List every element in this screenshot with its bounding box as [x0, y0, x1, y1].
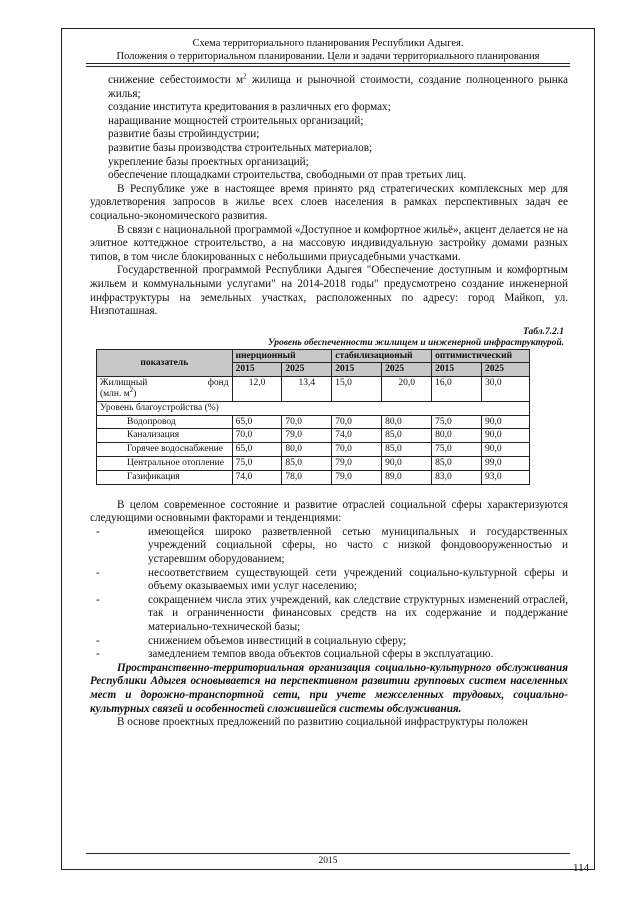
table-row: [97, 377, 530, 402]
table-title: Уровень обеспеченности жилищем и инженерной инфраструктурой.: [268, 337, 564, 348]
dash-marker: -: [96, 593, 100, 606]
header-rule-bottom: [86, 66, 570, 67]
dash-marker: -: [96, 566, 100, 579]
dash-marker: -: [96, 525, 100, 538]
table-cell: 90,0: [482, 443, 530, 457]
table-cell: 80,0: [382, 415, 432, 429]
table-header-scenario: оптимистический: [432, 349, 530, 363]
table-row-label: Жилищный фонд (млн. $м^2$): [97, 377, 233, 402]
dash-marker: -: [96, 648, 100, 661]
table-row: [97, 443, 530, 457]
document-body: [90, 74, 568, 730]
table-row-label: Водопровод: [97, 415, 233, 429]
table-row: [97, 429, 530, 443]
table-cell: 80,0: [432, 429, 482, 443]
table-header-indicator: показатель: [97, 349, 233, 377]
paragraph: В Республике уже в настоящее время принято ряд стратегических комплексных мер для удовлетворения запросов в жилье всех слоев населения в рамках перспективных задач ее социально-экономического развития.: [90, 182, 568, 222]
table-cell: 13,4: [282, 377, 332, 402]
table-cell: 12,0: [232, 377, 282, 402]
table-cell: 90,0: [382, 457, 432, 471]
table-cell: 74,0: [332, 429, 382, 443]
table-cell: 79,0: [282, 429, 332, 443]
header-subtitle: Положения о территориальном планировании. Цели и задачи территориального планирования: [116, 51, 540, 62]
table-cell: 70,0: [332, 443, 382, 457]
dash-list-item: - сокращением числа этих учреждений, как следствие структурных изменений отраслей, так и ограниченности финансовых средств на их содержание и поддержание материально-технической базы;: [90, 594, 568, 635]
housing-table: [96, 349, 530, 485]
dash-list-item: - снижением объемов инвестиций в социальную сферу;: [90, 635, 568, 649]
table-cell: 85,0: [382, 429, 432, 443]
table-row-label: Горячее водоснабжение: [97, 443, 233, 457]
table-row: [97, 470, 530, 484]
page-number: 114: [573, 862, 590, 874]
table-cell: 70,0: [332, 415, 382, 429]
table-row: [97, 415, 530, 429]
table-header-row: [97, 349, 530, 363]
table-cell: 90,0: [482, 415, 530, 429]
table-header-year: 2015: [332, 363, 382, 377]
table-cell: 79,0: [332, 457, 382, 471]
paragraph: В целом современное состояние и развитие отраслей социальной сферы характеризуются следующими основными факторами и тенденциями:: [90, 498, 568, 525]
table-cell: 75,0: [232, 457, 282, 471]
table-cell: 70,0: [282, 415, 332, 429]
paragraph: Государственной программой Республики Адыгея "Обеспечение доступным и комфортным жильем и коммунальными услугами" на 2014-2018 годы" предусмотрено создание инженерной инфраструктуры на земельных участках, расположенных по адресу: город Майкоп, ул. Низпоташная.: [90, 264, 568, 318]
list-item: снижение себестоимости $м^2$ жилища и рыночной стоимости, создание полноценного рынка жилья;: [108, 72, 568, 100]
table-cell: 89,0: [382, 470, 432, 484]
table-cell: 74,0: [232, 470, 282, 484]
table-cell: 75,0: [432, 443, 482, 457]
table-header-year: 2025: [282, 363, 332, 377]
table-cell: 70,0: [232, 429, 282, 443]
table-cell: 78,0: [282, 470, 332, 484]
table-row-label: Центральное отопление: [97, 457, 233, 471]
table-row-label: Канализация: [97, 429, 233, 443]
table-row-label: Газификация: [97, 470, 233, 484]
paragraph: В связи с национальной программой «Доступное и комфортное жильё», акцент делается не на элитное коттеджное строительство, а на массовую индивидуальную застройку домами разных типов, в том числе блокированных с небольшими приусадебными участками.: [90, 223, 568, 263]
header-rule-top: [86, 63, 570, 64]
table-cell: 75,0: [432, 415, 482, 429]
bold-paragraph: Пространственно-территориальная организация социально-культурного обслуживания Республики Адыгея основывается на перспективном развитии групповых систем населенных мест и дорожно-транспортной сети, при учете межселенных трудовых, социально-культурных связей и особенностей сложившейся системы обслуживания.: [90, 661, 568, 715]
table-cell: 16,0: [432, 377, 482, 402]
table-cell: 20,0: [382, 377, 432, 402]
table-cell: 65,0: [232, 415, 282, 429]
list-item: наращивание мощностей строительных организаций;: [108, 114, 364, 127]
table-cell: 90,0: [482, 429, 530, 443]
table-cell: 93,0: [482, 470, 530, 484]
table-header-year: 2025: [382, 363, 432, 377]
paragraph: В основе проектных предложений по развитию социальной инфраструктуры положен: [117, 716, 528, 729]
list-item: укрепление базы проектных организаций;: [108, 155, 309, 168]
table-header-scenario: стабилизационый: [332, 349, 432, 363]
table-cell: 65,0: [232, 443, 282, 457]
table-cell: 30,0: [482, 377, 530, 402]
page-header: [86, 37, 570, 63]
list-item: создание института кредитования в различных его формах;: [108, 101, 391, 114]
dash-list-item: - несоответствием существующей сети учреждений социально-культурной сферы и объему оказываемых ими услуг населению;: [90, 567, 568, 594]
table-cell: 83,0: [432, 470, 482, 484]
footer-rule: [86, 853, 570, 854]
table-row: [97, 457, 530, 471]
table-cell: 80,0: [282, 443, 332, 457]
table-cell: 15,0: [332, 377, 382, 402]
list-item: развитие базы стройиндустрии;: [108, 128, 260, 141]
table-cell: 85,0: [382, 443, 432, 457]
table-header-scenario: инерционный: [232, 349, 332, 363]
table-header-year: 2025: [482, 363, 530, 377]
footer-year: 2015: [318, 856, 338, 866]
table-cell: 99,0: [482, 457, 530, 471]
table-section-row: [97, 401, 530, 415]
table-header-year: 2015: [432, 363, 482, 377]
header-title: Схема территориального планирования Республики Адыгея.: [192, 38, 464, 49]
table-number: Табл.7.2.1: [523, 326, 564, 337]
dash-list-item: - имеющейся широко разветвленной сетью муниципальных и государственных учреждений социальной сферы, но часто с низкой фондовооруженностью и устаревшим оборудованием;: [90, 526, 568, 567]
list-item: развитие базы производства строительных материалов;: [108, 141, 373, 154]
dash-marker: -: [96, 634, 100, 647]
list-item: обеспечение площадками строительства, свободными от прав третьих лиц.: [108, 169, 466, 182]
table-header-year: 2015: [232, 363, 282, 377]
table-section-label: Уровень благоустройства (%): [97, 401, 530, 415]
table-cell: 85,0: [432, 457, 482, 471]
dash-list-item: - замедлением темпов ввода объектов социальной сферы в эксплуатацию.: [90, 648, 568, 662]
table-cell: 79,0: [332, 470, 382, 484]
table-cell: 85,0: [282, 457, 332, 471]
